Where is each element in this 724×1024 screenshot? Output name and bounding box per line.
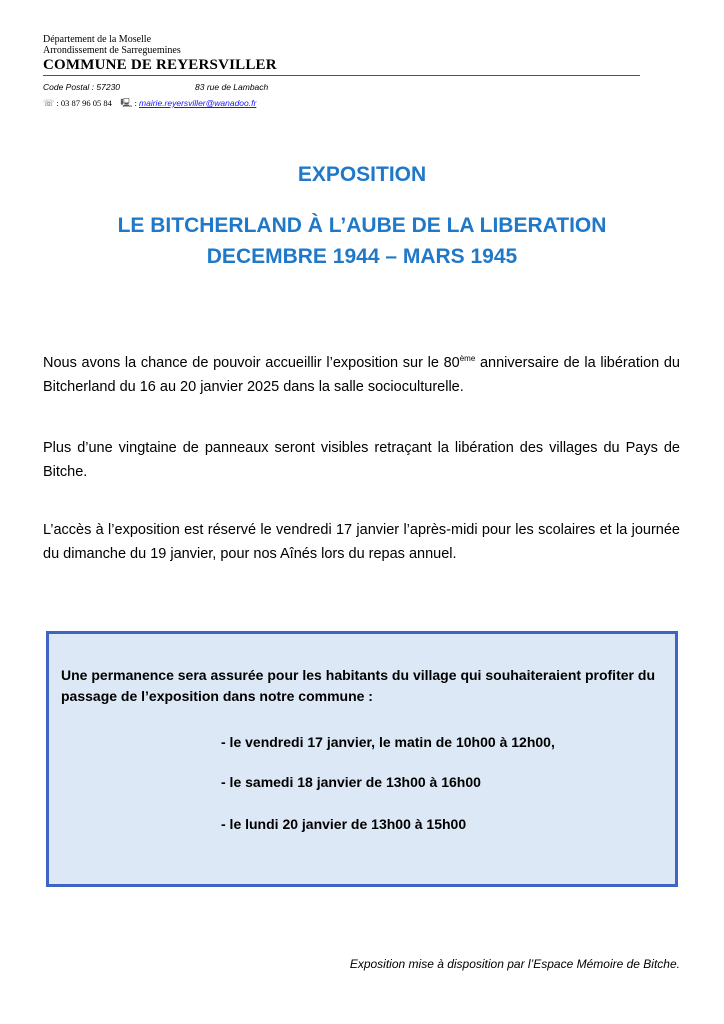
- p1-superscript: ème: [459, 354, 476, 363]
- department-line: Département de la Moselle: [43, 34, 152, 45]
- letterhead: [43, 34, 643, 108]
- email-prefix: :: [134, 98, 137, 108]
- computer-icon: 🖳: [120, 98, 133, 108]
- telephone-icon: ☏: [43, 98, 55, 108]
- notice-slot-1: - le vendredi 17 janvier, le matin de 10h00 à 12h00,: [221, 734, 555, 750]
- letterhead-rule: [43, 75, 640, 76]
- title-block: [0, 210, 724, 272]
- paragraph-panels: Plus d’une vingtaine de panneaux seront visibles retraçant la libération des villages du Pays de Bitche.: [43, 440, 680, 480]
- contact-row: [43, 96, 443, 112]
- notice-slot-3: - le lundi 20 janvier de 13h00 à 15h00: [221, 816, 467, 832]
- p1-text-start: Nous avons la chance de pouvoir accueillir l’exposition sur le 80: [43, 355, 460, 371]
- p1-text-end: anniversaire de la libération du Bitcherland du 16 au 20 janvier 2025 dans la salle socioculturelle.: [43, 355, 680, 395]
- phone-number: : 03 87 96 05 84: [56, 98, 112, 108]
- postal-row: [43, 81, 443, 93]
- street-address: 83 rue de Lambach: [195, 82, 269, 92]
- notice-slot-2: - le samedi 18 janvier de 13h00 à 16h00: [221, 774, 481, 790]
- title-line-3: DECEMBRE 1944 – MARS 1945: [206, 245, 518, 268]
- paragraph-intro: [43, 351, 680, 399]
- email-link[interactable]: mairie.reyersviller@wanadoo.fr: [139, 98, 257, 108]
- title-line-2: LE BITCHERLAND À L’AUBE DE LA LIBERATION: [117, 214, 607, 237]
- title-exposition: EXPOSITION: [297, 163, 427, 186]
- commune-name: COMMUNE DE REYERSVILLER: [43, 57, 277, 73]
- permanence-notice-box: [46, 631, 678, 887]
- footer-credit: Exposition mise à disposition par l’Espace Mémoire de Bitche.: [349, 957, 680, 971]
- paragraph-access: L’accès à l’exposition est réservé le vendredi 17 janvier l’après-midi pour les scolaires et la journée du dimanche du 19 janvier, pour nos Aînés lors du repas annuel.: [43, 522, 680, 562]
- notice-intro: Une permanence sera assurée pour les habitants du village qui souhaiteraient profiter du passage de l’exposition dans notre commune :: [61, 667, 655, 704]
- postal-code: Code Postal : 57230: [43, 82, 121, 92]
- arrondissement-line: Arrondissement de Sarreguemines: [43, 45, 181, 56]
